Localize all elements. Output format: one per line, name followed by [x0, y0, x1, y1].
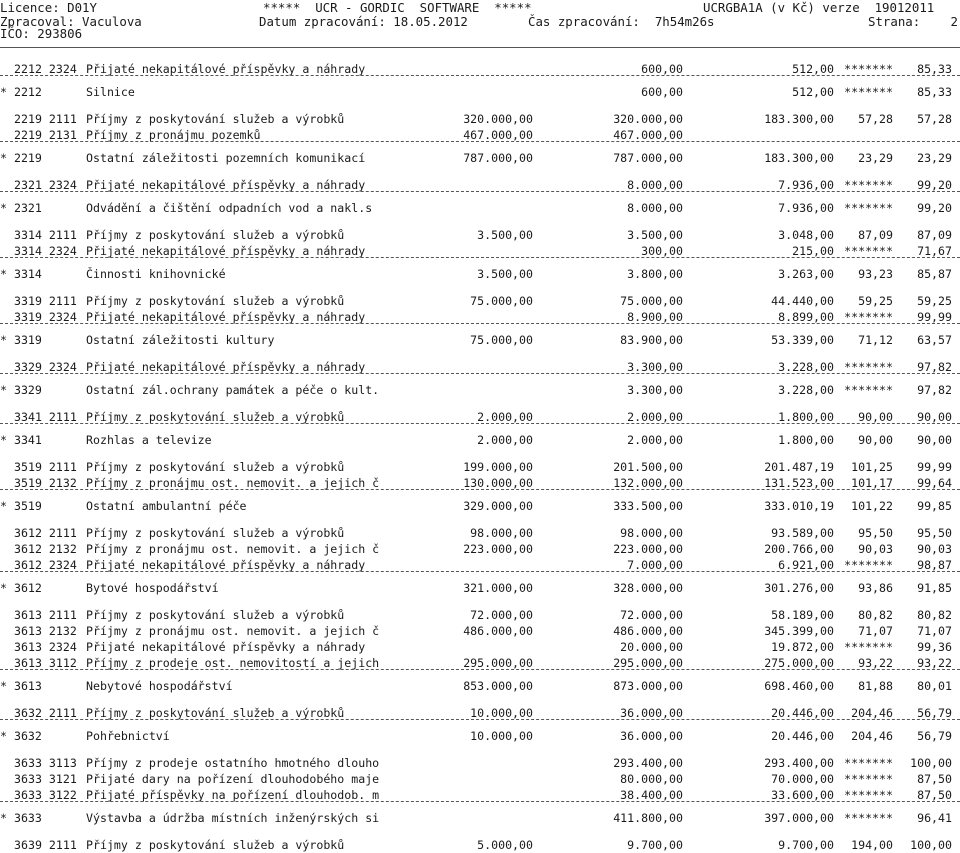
budget-approved: 223.000,00: [463, 542, 533, 556]
percent-adjusted: 95,50: [917, 526, 952, 540]
percent-adjusted: 80,01: [917, 679, 952, 693]
subtotal-row: [0, 383, 960, 398]
budget-adjusted: 36.000,00: [620, 706, 683, 720]
percent-approved: *******: [844, 756, 893, 770]
actual-amount: 20.446,00: [771, 729, 834, 743]
row-description: Ostatní záležitosti kultury: [86, 333, 275, 347]
actual-amount: 7.936,00: [778, 178, 834, 192]
percent-approved: *******: [844, 811, 893, 825]
budget-approved: 321.000,00: [463, 581, 533, 595]
row-description: Výstavba a údržba místních inženýrských si: [86, 811, 380, 825]
percent-approved: *******: [844, 383, 893, 397]
actual-amount: 3.228,00: [778, 360, 834, 374]
budget-approved: 5.000,00: [477, 838, 533, 852]
actual-amount: 58.189,00: [771, 608, 834, 622]
budget-adjusted: 467.000,00: [613, 128, 683, 142]
subtotal-separator: [0, 801, 960, 802]
row-description: Příjmy z prodeje ost. nemovitostí a jejich: [86, 656, 380, 670]
percent-adjusted: 96,41: [917, 811, 952, 825]
budget-adjusted: 328.000,00: [613, 581, 683, 595]
actual-amount: 512,00: [792, 85, 834, 99]
table-row: [0, 460, 960, 475]
row-description: Příjmy z prodeje ostatního hmotného dlouho: [86, 756, 380, 770]
percent-approved: *******: [844, 310, 893, 324]
percent-approved: *******: [844, 85, 893, 99]
row-description: Ostatní zál.ochrany památek a péče o kult.: [86, 383, 380, 397]
percent-approved: 101,17: [851, 476, 893, 490]
header-divider: [0, 47, 960, 48]
row-code: 2321 2324: [14, 178, 77, 192]
row-code: 2212 2324: [14, 62, 77, 76]
row-code: 3613 2132: [14, 624, 77, 638]
percent-approved: 71,07: [858, 624, 893, 638]
actual-amount: 345.399,00: [764, 624, 834, 638]
row-code: 3314 2111: [14, 228, 77, 242]
row-code: * 3341: [0, 433, 42, 447]
percent-approved: 87,09: [858, 228, 893, 242]
budget-approved: 320.000,00: [463, 112, 533, 126]
percent-approved: *******: [844, 62, 893, 76]
actual-amount: 275.000,00: [764, 656, 834, 670]
budget-adjusted: 600,00: [641, 62, 683, 76]
budget-adjusted: 7.000,00: [627, 558, 683, 572]
row-description: Příjmy z poskytování služeb a výrobků: [86, 706, 345, 720]
row-description: Příjmy z pronájmu ost. nemovit. a jejich č: [86, 476, 380, 490]
actual-amount: 3.048,00: [778, 228, 834, 242]
row-description: Příjmy z poskytování služeb a výrobků: [86, 460, 345, 474]
row-code: 3519 2132: [14, 476, 77, 490]
budget-adjusted: 411.800,00: [613, 811, 683, 825]
table-row: [0, 838, 960, 853]
budget-adjusted: 8.000,00: [627, 178, 683, 192]
percent-approved: 204,46: [851, 729, 893, 743]
percent-approved: *******: [844, 201, 893, 215]
actual-amount: 183.300,00: [764, 151, 834, 165]
percent-approved: *******: [844, 772, 893, 786]
budget-approved: 10.000,00: [470, 729, 533, 743]
row-description: Příjmy z poskytování služeb a výrobků: [86, 228, 345, 242]
percent-adjusted: 91,85: [917, 581, 952, 595]
actual-amount: 301.276,00: [764, 581, 834, 595]
row-description: Příjmy z poskytování služeb a výrobků: [86, 410, 345, 424]
percent-approved: 80,82: [858, 608, 893, 622]
percent-adjusted: 90,00: [917, 410, 952, 424]
row-description: Příjmy z poskytování služeb a výrobků: [86, 608, 345, 622]
row-code: 3613 2324: [14, 640, 77, 654]
budget-adjusted: 3.800,00: [627, 267, 683, 281]
percent-adjusted: 71,67: [917, 244, 952, 258]
app-title: ***** UCR - GORDIC SOFTWARE *****: [263, 0, 532, 15]
row-code: * 3612: [0, 581, 42, 595]
budget-adjusted: 486.000,00: [613, 624, 683, 638]
row-description: Přijaté dary na pořízení dlouhodobého maje: [86, 772, 380, 786]
subtotal-row: [0, 85, 960, 100]
row-description: Přijaté nekapitálové příspěvky a náhrady: [86, 244, 366, 258]
row-description: Přijaté nekapitálové příspěvky a náhrady: [86, 558, 366, 572]
percent-adjusted: 99,99: [917, 310, 952, 324]
row-code: * 3519: [0, 499, 42, 513]
percent-approved: *******: [844, 244, 893, 258]
row-description: Příjmy z poskytování služeb a výrobků: [86, 526, 345, 540]
percent-approved: *******: [844, 558, 893, 572]
actual-amount: 333.010,19: [764, 499, 834, 513]
budget-approved: 130.000,00: [463, 476, 533, 490]
processing-time: Čas zpracování: 7h54m26s: [528, 14, 715, 29]
budget-adjusted: 8.900,00: [627, 310, 683, 324]
table-row: [0, 228, 960, 243]
table-row: [0, 542, 960, 557]
percent-adjusted: 100,00: [910, 838, 952, 852]
row-description: Ostatní ambulantní péče: [86, 499, 247, 513]
budget-adjusted: 20.000,00: [620, 640, 683, 654]
percent-adjusted: 99,20: [917, 178, 952, 192]
row-code: 3633 3122: [14, 788, 77, 802]
row-description: Přijaté příspěvky na pořízení dlouhodob. m: [86, 788, 380, 802]
subtotal-separator: [0, 423, 960, 424]
subtotal-separator: [0, 669, 960, 670]
row-code: * 3329: [0, 383, 42, 397]
actual-amount: 512,00: [792, 62, 834, 76]
actual-amount: 201.487,19: [764, 460, 834, 474]
row-description: Přijaté nekapitálové příspěvky a náhrady: [86, 310, 366, 324]
subtotal-separator: [0, 323, 960, 324]
budget-adjusted: 300,00: [641, 244, 683, 258]
budget-approved: 2.000,00: [477, 433, 533, 447]
percent-approved: 57,28: [858, 112, 893, 126]
subtotal-separator: [0, 75, 960, 76]
budget-adjusted: 36.000,00: [620, 729, 683, 743]
row-description: Činnosti knihovnické: [86, 267, 226, 281]
row-code: * 2212: [0, 85, 42, 99]
row-description: Přijaté nekapitálové příspěvky a náhrady: [86, 178, 366, 192]
table-row: [0, 294, 960, 309]
budget-approved: 98.000,00: [470, 526, 533, 540]
row-code: 2219 2111: [14, 112, 77, 126]
actual-amount: 19.872,00: [771, 640, 834, 654]
percent-adjusted: 87,50: [917, 788, 952, 802]
percent-approved: 90,00: [858, 410, 893, 424]
row-code: 3319 2324: [14, 310, 77, 324]
budget-approved: 2.000,00: [477, 410, 533, 424]
actual-amount: 33.600,00: [771, 788, 834, 802]
actual-amount: 183.300,00: [764, 112, 834, 126]
row-description: Pohřebnictví: [86, 729, 170, 743]
percent-adjusted: 98,87: [917, 558, 952, 572]
budget-adjusted: 2.000,00: [627, 433, 683, 447]
percent-adjusted: 97,82: [917, 360, 952, 374]
budget-adjusted: 293.400,00: [613, 756, 683, 770]
percent-adjusted: 97,82: [917, 383, 952, 397]
budget-approved: 329.000,00: [463, 499, 533, 513]
percent-adjusted: 85,87: [917, 267, 952, 281]
percent-approved: 23,29: [858, 151, 893, 165]
budget-adjusted: 75.000,00: [620, 294, 683, 308]
budget-adjusted: 132.000,00: [613, 476, 683, 490]
row-description: Přijaté nekapitálové příspěvky a náhrady: [86, 640, 366, 654]
row-description: Příjmy z poskytování služeb a výrobků: [86, 112, 345, 126]
percent-approved: 93,22: [858, 656, 893, 670]
budget-adjusted: 83.900,00: [620, 333, 683, 347]
percent-adjusted: 80,82: [917, 608, 952, 622]
row-code: 3329 2324: [14, 360, 77, 374]
row-description: Přijaté nekapitálové příspěvky a náhrady: [86, 360, 366, 374]
percent-adjusted: 63,57: [917, 333, 952, 347]
actual-amount: 1.800,00: [778, 410, 834, 424]
row-description: Příjmy z pronájmu ost. nemovit. a jejich č: [86, 624, 380, 638]
budget-adjusted: 72.000,00: [620, 608, 683, 622]
row-code: * 3314: [0, 267, 42, 281]
budget-adjusted: 2.000,00: [627, 410, 683, 424]
table-row: [0, 756, 960, 771]
company-id: IČO: 293806: [0, 26, 83, 41]
row-code: 3613 2111: [14, 608, 77, 622]
row-description: Nebytové hospodářství: [86, 679, 233, 693]
subtotal-row: [0, 679, 960, 694]
percent-adjusted: 99,99: [917, 460, 952, 474]
subtotal-separator: [0, 571, 960, 572]
actual-amount: 698.460,00: [764, 679, 834, 693]
budget-approved: 75.000,00: [470, 294, 533, 308]
page-label: Strana:: [868, 14, 921, 29]
budget-adjusted: 295.000,00: [613, 656, 683, 670]
licence-label: Licence: D01Y: [0, 0, 97, 15]
actual-amount: 293.400,00: [764, 756, 834, 770]
budget-approved: 10.000,00: [470, 706, 533, 720]
budget-adjusted: 3.300,00: [627, 383, 683, 397]
percent-adjusted: 23,29: [917, 151, 952, 165]
budget-adjusted: 8.000,00: [627, 201, 683, 215]
percent-adjusted: 99,64: [917, 476, 952, 490]
subtotal-row: [0, 729, 960, 744]
percent-adjusted: 71,07: [917, 624, 952, 638]
percent-approved: 90,00: [858, 433, 893, 447]
subtotal-row: [0, 811, 960, 826]
percent-approved: 81,88: [858, 679, 893, 693]
budget-approved: 75.000,00: [470, 333, 533, 347]
subtotal-row: [0, 333, 960, 348]
row-code: 3633 3121: [14, 772, 77, 786]
budget-approved: 295.000,00: [463, 656, 533, 670]
report-code: UCRGBA1A (v Kč) verze 19012011: [703, 0, 935, 15]
budget-adjusted: 80.000,00: [620, 772, 683, 786]
percent-approved: 90,03: [858, 542, 893, 556]
budget-approved: 853.000,00: [463, 679, 533, 693]
actual-amount: 200.766,00: [764, 542, 834, 556]
percent-adjusted: 90,00: [917, 433, 952, 447]
percent-approved: 71,12: [858, 333, 893, 347]
row-code: 3519 2111: [14, 460, 77, 474]
percent-approved: *******: [844, 640, 893, 654]
percent-adjusted: 56,79: [917, 729, 952, 743]
budget-approved: 787.000,00: [463, 151, 533, 165]
actual-amount: 3.228,00: [778, 383, 834, 397]
actual-amount: 3.263,00: [778, 267, 834, 281]
row-code: 3639 2111: [14, 838, 77, 852]
budget-approved: 486.000,00: [463, 624, 533, 638]
subtotal-separator: [0, 257, 960, 258]
percent-adjusted: 100,00: [910, 756, 952, 770]
percent-approved: 93,23: [858, 267, 893, 281]
percent-adjusted: 56,79: [917, 706, 952, 720]
row-code: 3341 2111: [14, 410, 77, 424]
table-row: [0, 772, 960, 787]
budget-approved: 3.500,00: [477, 267, 533, 281]
subtotal-separator: [0, 191, 960, 192]
table-row: [0, 526, 960, 541]
actual-amount: 8.899,00: [778, 310, 834, 324]
budget-adjusted: 201.500,00: [613, 460, 683, 474]
budget-adjusted: 787.000,00: [613, 151, 683, 165]
row-description: Příjmy z poskytování služeb a výrobků: [86, 294, 345, 308]
row-code: * 2219: [0, 151, 42, 165]
percent-approved: *******: [844, 788, 893, 802]
percent-approved: *******: [844, 178, 893, 192]
subtotal-row: [0, 433, 960, 448]
row-code: 3319 2111: [14, 294, 77, 308]
subtotal-separator: [0, 373, 960, 374]
row-description: Bytové hospodářství: [86, 581, 219, 595]
page-number: 2: [950, 14, 958, 29]
row-description: Příjmy z pronájmu pozemků: [86, 128, 261, 142]
row-code: * 3632: [0, 729, 42, 743]
percent-adjusted: 85,33: [917, 85, 952, 99]
subtotal-separator: [0, 719, 960, 720]
budget-adjusted: 600,00: [641, 85, 683, 99]
row-code: 3632 2111: [14, 706, 77, 720]
row-code: 3314 2324: [14, 244, 77, 258]
actual-amount: 70.000,00: [771, 772, 834, 786]
subtotal-row: [0, 581, 960, 596]
actual-amount: 397.000,00: [764, 811, 834, 825]
subtotal-row: [0, 201, 960, 216]
subtotal-row: [0, 499, 960, 514]
table-row: [0, 608, 960, 623]
budget-adjusted: 98.000,00: [620, 526, 683, 540]
actual-amount: 93.589,00: [771, 526, 834, 540]
actual-amount: 44.440,00: [771, 294, 834, 308]
row-code: 3613 3112: [14, 656, 77, 670]
budget-adjusted: 223.000,00: [613, 542, 683, 556]
percent-adjusted: 99,36: [917, 640, 952, 654]
row-code: 3633 3113: [14, 756, 77, 770]
row-description: Příjmy z pronájmu ost. nemovit. a jejich č: [86, 542, 380, 556]
subtotal-row: [0, 267, 960, 282]
row-description: Ostatní záležitosti pozemních komunikací: [86, 151, 366, 165]
actual-amount: 6.921,00: [778, 558, 834, 572]
row-description: Přijaté nekapitálové příspěvky a náhrady: [86, 62, 366, 76]
percent-approved: 204,46: [851, 706, 893, 720]
subtotal-row: [0, 151, 960, 166]
budget-adjusted: 3.300,00: [627, 360, 683, 374]
budget-adjusted: 3.500,00: [627, 228, 683, 242]
budget-approved: 467.000,00: [463, 128, 533, 142]
percent-adjusted: 87,50: [917, 772, 952, 786]
table-row: [0, 112, 960, 127]
actual-amount: 9.700,00: [778, 838, 834, 852]
row-code: * 3633: [0, 811, 42, 825]
row-code: * 3319: [0, 333, 42, 347]
processing-date: Datum zpracování: 18.05.2012: [259, 14, 468, 29]
budget-approved: 199.000,00: [463, 460, 533, 474]
budget-approved: 3.500,00: [477, 228, 533, 242]
percent-approved: 95,50: [858, 526, 893, 540]
percent-adjusted: 93,22: [917, 656, 952, 670]
row-description: Silnice: [86, 85, 135, 99]
row-description: Příjmy z poskytování služeb a výrobků: [86, 838, 345, 852]
actual-amount: 131.523,00: [764, 476, 834, 490]
percent-adjusted: 87,09: [917, 228, 952, 242]
actual-amount: 215,00: [792, 244, 834, 258]
budget-adjusted: 38.400,00: [620, 788, 683, 802]
percent-adjusted: 57,28: [917, 112, 952, 126]
actual-amount: 20.446,00: [771, 706, 834, 720]
row-description: Rozhlas a televize: [86, 433, 212, 447]
percent-approved: 93,86: [858, 581, 893, 595]
budget-adjusted: 333.500,00: [613, 499, 683, 513]
percent-approved: 101,22: [851, 499, 893, 513]
percent-approved: *******: [844, 360, 893, 374]
percent-approved: 101,25: [851, 460, 893, 474]
subtotal-separator: [0, 489, 960, 490]
actual-amount: 53.339,00: [771, 333, 834, 347]
percent-adjusted: 59,25: [917, 294, 952, 308]
percent-approved: 194,00: [851, 838, 893, 852]
row-description: Odvádění a čištění odpadních vod a nakl.s: [86, 201, 373, 215]
budget-adjusted: 9.700,00: [627, 838, 683, 852]
percent-adjusted: 85,33: [917, 62, 952, 76]
budget-adjusted: 873.000,00: [613, 679, 683, 693]
row-code: * 3613: [0, 679, 42, 693]
percent-approved: 59,25: [858, 294, 893, 308]
table-row: [0, 640, 960, 655]
percent-adjusted: 99,20: [917, 201, 952, 215]
actual-amount: 7.936,00: [778, 201, 834, 215]
actual-amount: 1.800,00: [778, 433, 834, 447]
percent-adjusted: 90,03: [917, 542, 952, 556]
percent-adjusted: 99,85: [917, 499, 952, 513]
subtotal-separator: [0, 141, 960, 142]
row-code: 3612 2324: [14, 558, 77, 572]
row-code: 3612 2132: [14, 542, 77, 556]
processed-by: Zpracoval: Vaculova: [0, 14, 142, 29]
row-code: 2219 2131: [14, 128, 77, 142]
row-code: 3612 2111: [14, 526, 77, 540]
table-row: [0, 624, 960, 639]
budget-adjusted: 320.000,00: [613, 112, 683, 126]
row-code: * 2321: [0, 201, 42, 215]
budget-approved: 72.000,00: [470, 608, 533, 622]
